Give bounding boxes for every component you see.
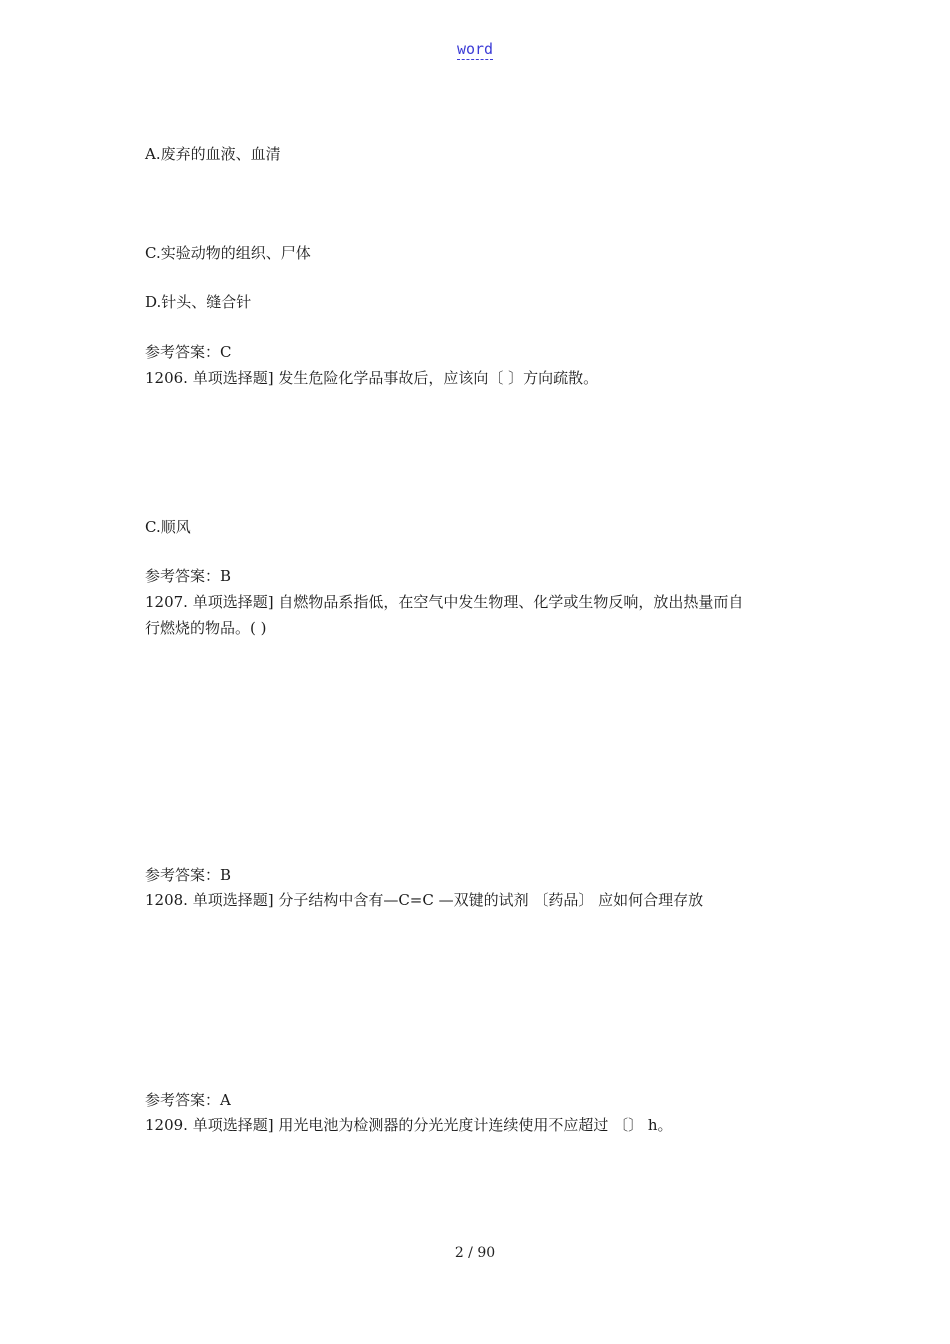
question-1207-line1: 1207. 单项选择题] 自燃物品系指低，在空气中发生物理、化学或生物反响，放出热量而自 xyxy=(145,593,744,611)
page-number: 2 / 90 xyxy=(454,1245,496,1261)
option-c-1206: C.顺风 xyxy=(145,518,191,536)
answer-1205: 参考答案：C xyxy=(145,343,232,361)
answer-1208: 参考答案：A xyxy=(145,1091,231,1109)
option-d: D.针头、缝合针 xyxy=(145,293,252,311)
question-1206: 1206. 单项选择题] 发生危险化学品事故后，应该向〔 〕方向疏散。 xyxy=(145,369,599,387)
header-word-text: word xyxy=(456,40,494,58)
question-1208: 1208. 单项选择题] 分子结构中含有—C=C —双键的试剂 〔药品〕 应如何合理存放 xyxy=(145,891,704,909)
answer-1207: 参考答案：B xyxy=(145,866,232,884)
header-word xyxy=(0,40,950,58)
option-a: A.废弃的血液、血清 xyxy=(145,145,281,163)
question-1207-line2: 行燃烧的物品。( ) xyxy=(145,619,267,637)
option-c: C.实验动物的组织、尸体 xyxy=(145,244,311,262)
question-1209: 1209. 单项选择题] 用光电池为检测器的分光光度计连续使用不应超过 〔〕 h。 xyxy=(145,1116,673,1134)
answer-1206: 参考答案：B xyxy=(145,567,232,585)
